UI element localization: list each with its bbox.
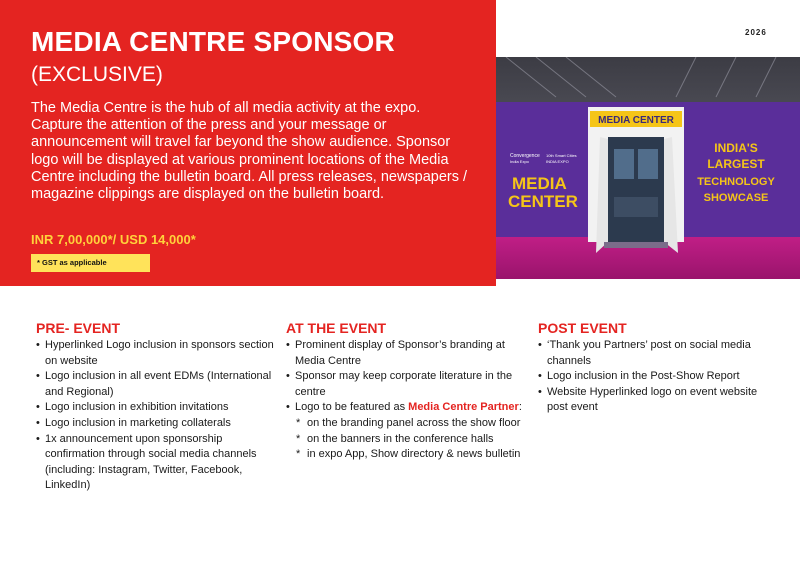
post-event-heading: POST EVENT [538, 320, 627, 336]
post-event-column [538, 320, 778, 416]
page-title: MEDIA CENTRE SPONSOR [31, 26, 395, 57]
list-sub-item: * on the branding panel across the show floor [286, 416, 526, 432]
page-subtitle: (EXCLUSIVE) [31, 63, 163, 86]
sponsor-description: The Media Centre is the hub of all media activity at the expo. Capture the attention of the press and your message or announcement will travel far beyond the show audience. Sponsor logo will be displayed at various prominent locations of the Media Centre including the bulletin board. All press releases, newspapers / magazine clippings are displayed on the bulletin board. [31, 100, 468, 203]
list-item: • Sponsor may keep corporate literature in the centre [286, 369, 526, 400]
logo-text-2: India Expo [510, 159, 529, 164]
at-event-column [286, 320, 526, 463]
list-sub-item: * on the banners in the conference halls [286, 432, 526, 448]
at-event-heading: AT THE EVENT [286, 320, 387, 336]
gst-note-badge: * GST as applicable [31, 254, 150, 272]
pre-event-column [36, 320, 276, 494]
price-label: INR 7,00,000*/ USD 14,000* [31, 232, 196, 247]
logo-feature-suffix: : [518, 401, 522, 414]
list-item: • Logo inclusion in the Post-Show Report [538, 369, 778, 385]
list-item: • Website Hyperlinked logo on event website post event [538, 385, 778, 416]
wall-right-line1: INDIA'S [714, 141, 758, 155]
pre-event-list [36, 338, 276, 494]
media-centre-partner-highlight: Media Centre Partner [408, 401, 519, 414]
logo-text-4: INDIA EXPO [546, 159, 569, 164]
list-item: • Prominent display of Sponsor’s branding at Media Centre [286, 338, 526, 369]
list-item [286, 400, 526, 416]
list-item: • ‘Thank you Partners’ post on social media channels [538, 338, 778, 369]
list-sub-item: * in expo App, Show directory & news bulletin [286, 447, 526, 463]
header-panel [0, 0, 496, 286]
wall-right-line2: LARGEST [707, 157, 765, 171]
year-label: 2026 [745, 28, 767, 37]
wall-left-line2: CENTER [508, 192, 578, 211]
wall-left-line1: MEDIA [512, 174, 567, 193]
list-item: • Logo inclusion in all event EDMs (International and Regional) [36, 369, 276, 400]
logo-feature-prefix: Logo to be featured as [295, 401, 409, 414]
list-item: • Hyperlinked Logo inclusion in sponsors section on website [36, 338, 276, 369]
list-item: • Logo inclusion in exhibition invitations [36, 400, 276, 416]
list-item: • 1x announcement upon sponsorship confirmation through social media channels (including: Instagram, Twitter, Facebook, LinkedIn) [36, 432, 276, 494]
booth-sign-text: MEDIA CENTER [598, 115, 674, 126]
wall-right-line4: SHOWCASE [703, 192, 769, 204]
at-event-list [286, 338, 526, 463]
pre-event-heading: PRE- EVENT [36, 320, 121, 336]
post-event-list [538, 338, 778, 416]
wall-right-line3: TECHNOLOGY [697, 176, 775, 188]
list-item: • Logo inclusion in marketing collaterals [36, 416, 276, 432]
logo-text-1: Convergence [510, 153, 540, 159]
logo-text-3: 10th Smart Cities [546, 153, 577, 158]
media-center-photo [496, 57, 800, 279]
